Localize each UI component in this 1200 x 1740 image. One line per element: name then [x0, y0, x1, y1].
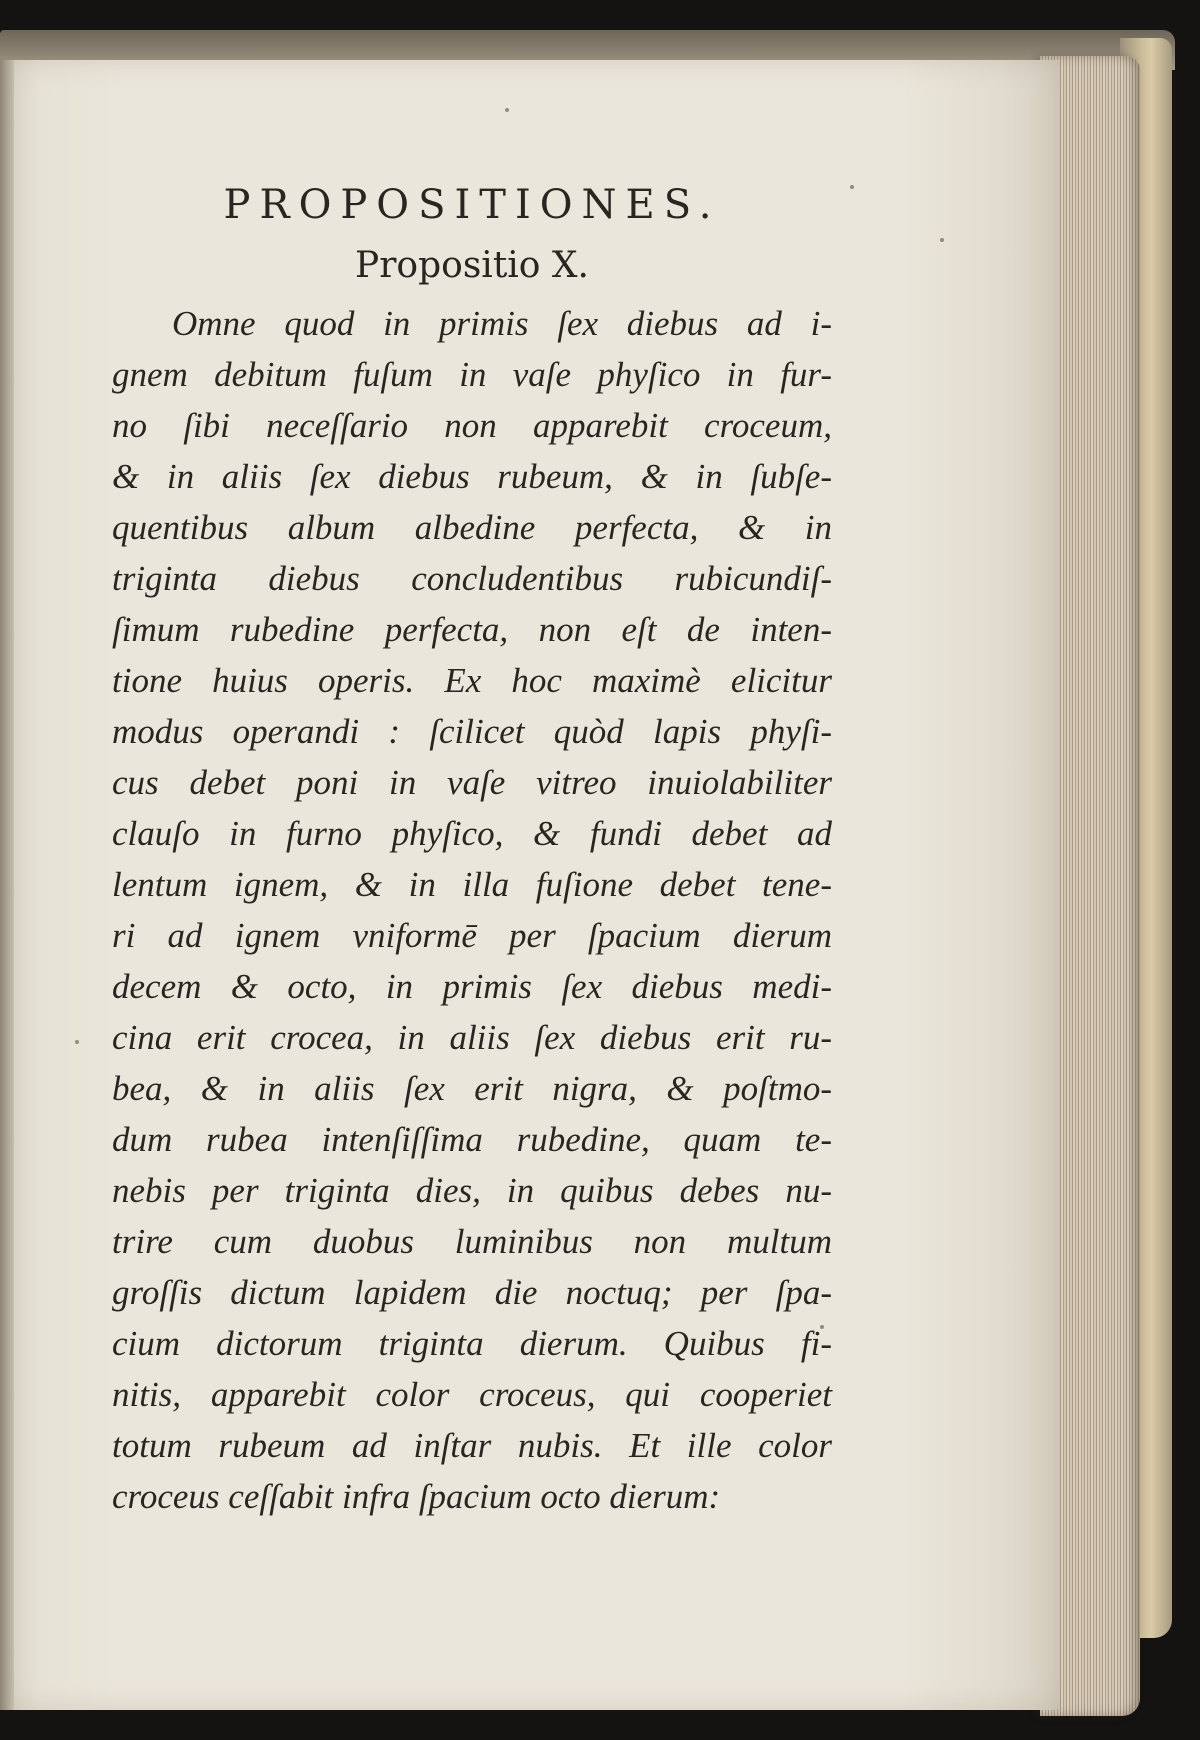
text-line: totum rubeum ad inſtar nubis. Et ille color — [112, 1426, 832, 1465]
text-line: triginta diebus concludentibus rubicundiſ- — [112, 559, 832, 598]
text-line: quentibus album albedine perfecta, & in — [112, 508, 832, 547]
text-line: cium dictorum triginta dierum. Quibus fi- — [112, 1324, 832, 1363]
text-line: & in aliis ſex diebus rubeum, & in ſubſe- — [112, 457, 832, 496]
paper-speck — [850, 185, 854, 189]
text-line: lentum ignem, & in illa fuſione debet tene- — [112, 865, 832, 904]
text-line: croceus ceſſabit infra ſpacium octo dierum: — [112, 1477, 721, 1516]
text-line: tione huius operis. Ex hoc maximè elicitur — [112, 661, 832, 700]
running-head: PROPOSITIONES. — [223, 182, 721, 228]
text-line: no ſibi neceſſario non apparebit croceum, — [112, 406, 832, 445]
text-line: dum rubea intenſiſſima rubedine, quam te- — [112, 1120, 832, 1159]
page-text — [112, 180, 832, 1522]
book-gutter — [0, 60, 14, 1710]
body-text — [112, 298, 832, 1522]
text-line: groſſis dictum lapidem die noctuq; per ſpa- — [112, 1273, 832, 1312]
paper-speck — [505, 108, 509, 112]
text-line: cina erit crocea, in aliis ſex diebus erit ru- — [112, 1018, 832, 1057]
paper-speck — [940, 238, 944, 242]
text-line: bea, & in aliis ſex erit nigra, & poſtmo- — [112, 1069, 832, 1108]
text-line: nebis per triginta dies, in quibus debes nu- — [112, 1171, 832, 1210]
text-line: trire cum duobus luminibus non multum — [112, 1222, 832, 1261]
text-line: decem & octo, in primis ſex diebus medi- — [112, 967, 832, 1006]
text-line: Omne quod in primis ſex diebus ad i- — [172, 304, 832, 343]
proposition-title: Propositio X. — [355, 245, 589, 286]
paper-speck — [75, 1040, 79, 1044]
text-line: clauſo in furno phyſico, & fundi debet ad — [112, 814, 832, 853]
text-line: cus debet poni in vaſe vitreo inuiolabiliter — [112, 763, 832, 802]
text-line: ri ad ignem vniformē per ſpacium dierum — [112, 916, 832, 955]
text-line: ſimum rubedine perfecta, non eſt de inten- — [112, 610, 832, 649]
text-line: gnem debitum fuſum in vaſe phyſico in fur- — [112, 355, 832, 394]
text-line: nitis, apparebit color croceus, qui cooperiet — [112, 1375, 832, 1414]
text-line: modus operandi : ſcilicet quòd lapis phyſi- — [112, 712, 832, 751]
